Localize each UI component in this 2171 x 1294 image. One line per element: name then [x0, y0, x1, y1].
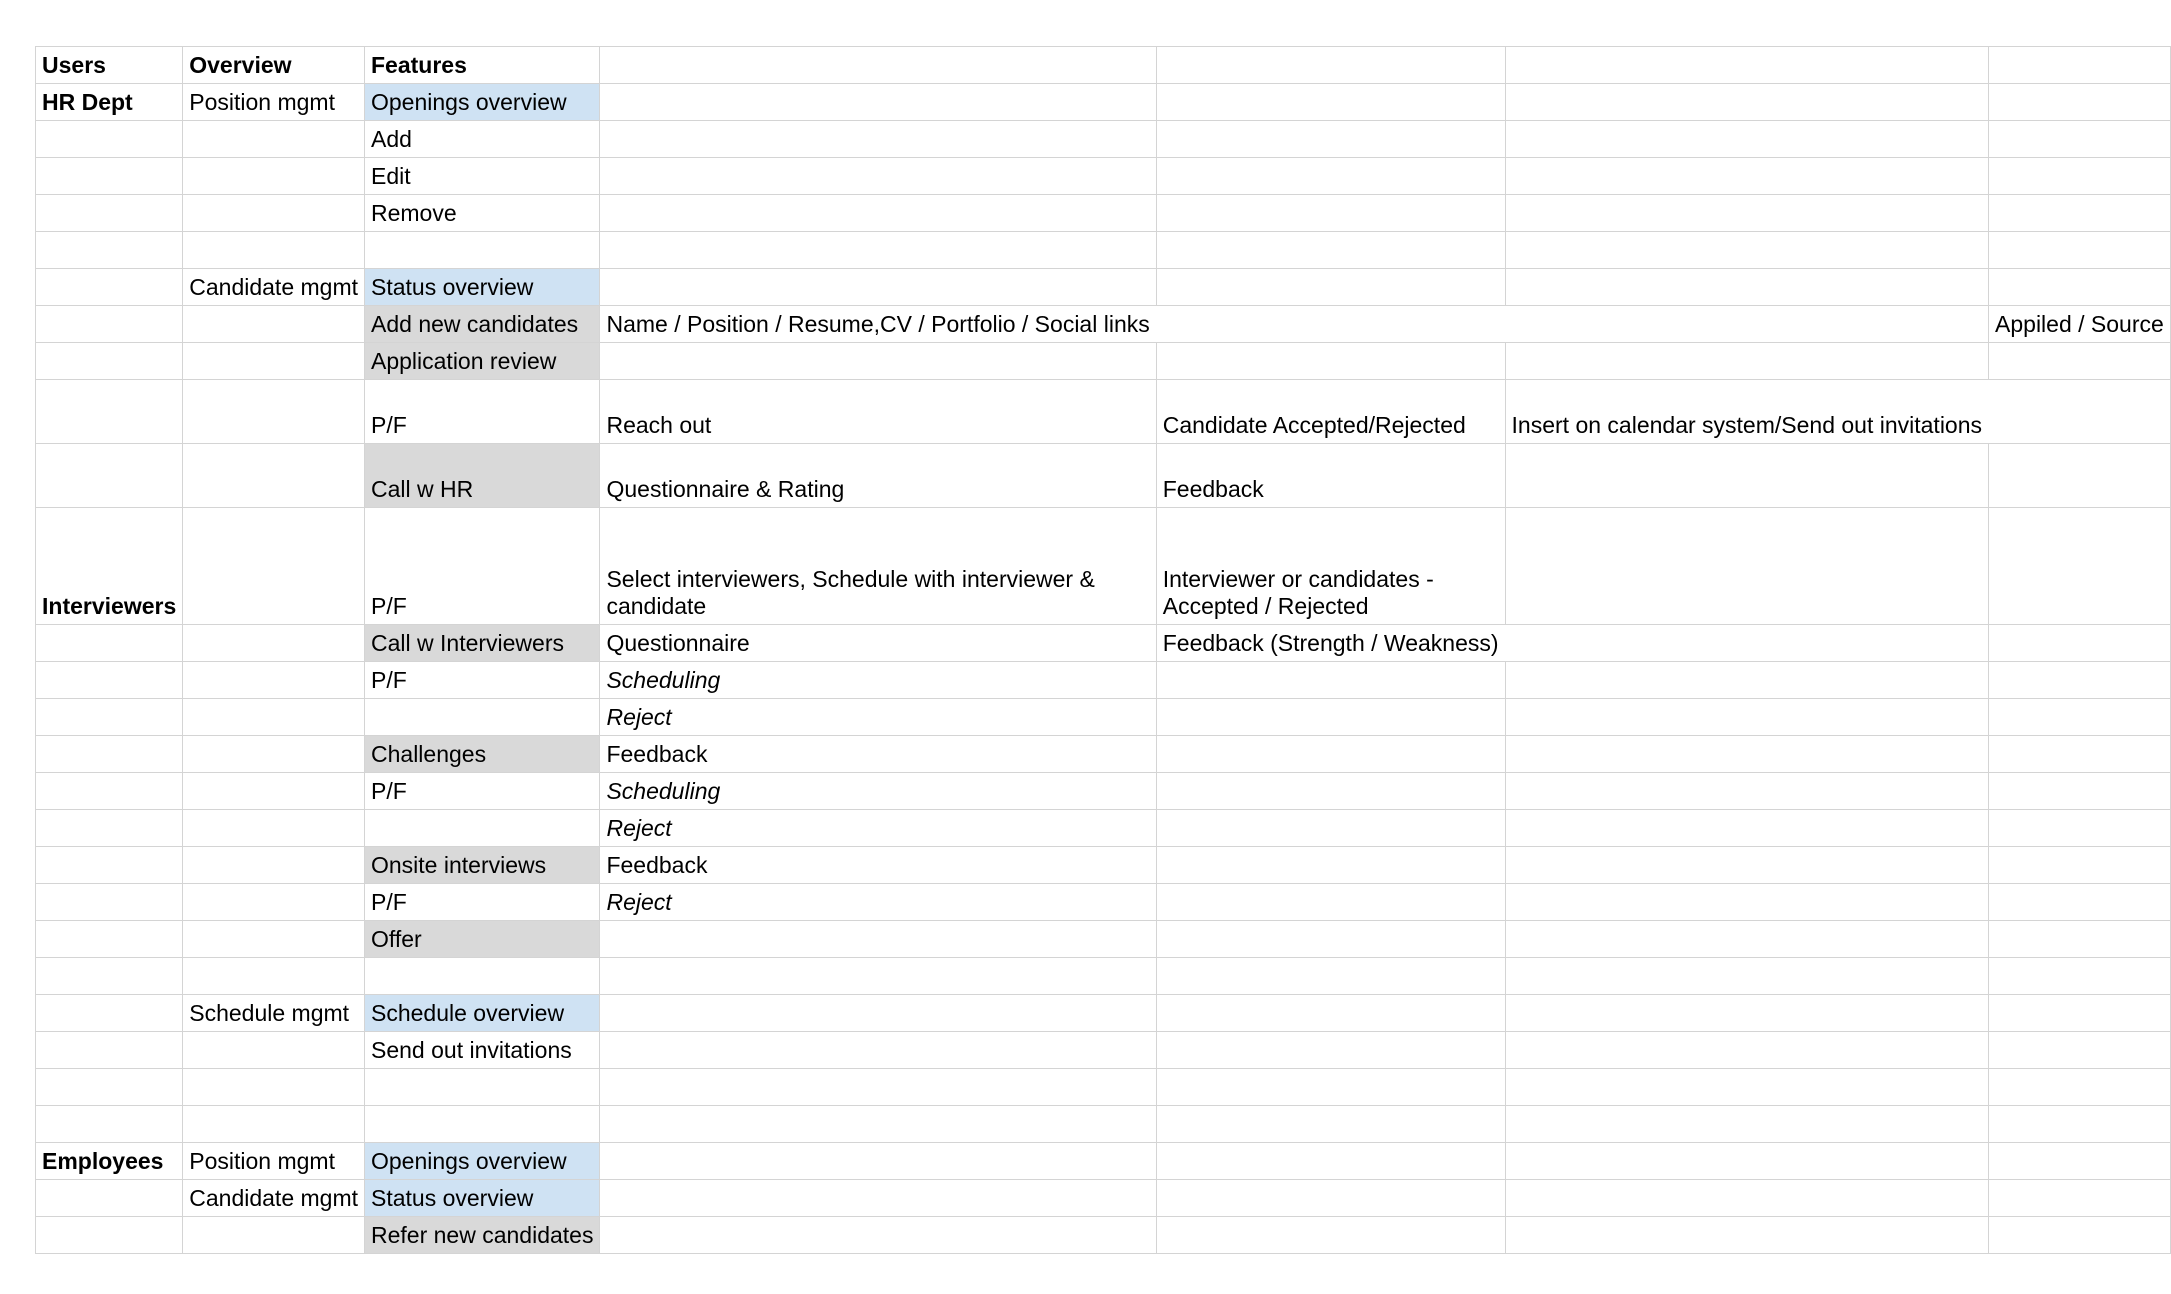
table-row [36, 47, 2171, 84]
cell-r21-c6[interactable] [1505, 921, 1988, 958]
cell-r10-c1[interactable] [36, 380, 183, 444]
table-row [36, 195, 2171, 232]
cell-r3-c6[interactable] [1505, 121, 1988, 158]
cell-r3-c5[interactable] [1156, 121, 1505, 158]
cell-r22-c1[interactable] [36, 958, 183, 995]
cell-r7-c5[interactable] [1156, 269, 1505, 306]
cell-r8-c1[interactable] [36, 306, 183, 343]
cell-r2-c5[interactable] [1156, 84, 1505, 121]
cell-r1-c7[interactable] [1989, 47, 2171, 84]
cell-r19-c5[interactable] [1156, 847, 1505, 884]
cell-r14-c1[interactable] [36, 662, 183, 699]
cell-r3-c2[interactable] [183, 121, 365, 158]
cell-r16-c1[interactable] [36, 736, 183, 773]
cell-r16-c2[interactable] [183, 736, 365, 773]
cell-r10-c6[interactable]: Insert on calendar system/Send out invitations [1505, 380, 1988, 444]
cell-r8-c7[interactable]: Appiled / Source [1989, 306, 2171, 343]
cell-r25-c3[interactable] [365, 1069, 600, 1106]
cell-r13-c3[interactable]: Call w Interviewers [365, 625, 600, 662]
cell-r14-c6[interactable] [1505, 662, 1988, 699]
table-row [36, 1217, 2171, 1254]
cell-r20-c2[interactable] [183, 884, 365, 921]
table-row [36, 736, 2171, 773]
cell-r3-c4[interactable] [600, 121, 1156, 158]
table-row [36, 847, 2171, 884]
cell-r13-c1[interactable] [36, 625, 183, 662]
cell-r4-c1[interactable] [36, 158, 183, 195]
cell-r6-c7[interactable] [1989, 232, 2171, 269]
cell-r18-c2[interactable] [183, 810, 365, 847]
cell-r1-c6[interactable] [1505, 47, 1988, 84]
cell-r5-c2[interactable] [183, 195, 365, 232]
cell-r26-c3[interactable] [365, 1106, 600, 1143]
cell-r11-c2[interactable] [183, 444, 365, 508]
cell-r7-c6[interactable] [1505, 269, 1988, 306]
cell-r23-c6[interactable] [1505, 995, 1988, 1032]
cell-r28-c6[interactable] [1505, 1180, 1988, 1217]
cell-r13-c2[interactable] [183, 625, 365, 662]
table-row [36, 508, 2171, 625]
table-row [36, 444, 2171, 508]
cell-r24-c6[interactable] [1505, 1032, 1988, 1069]
cell-r1-c1[interactable]: Users [36, 47, 183, 84]
table-row [36, 699, 2171, 736]
cell-r5-c5[interactable] [1156, 195, 1505, 232]
cell-r23-c2[interactable]: Schedule mgmt [183, 995, 365, 1032]
cell-r7-c3[interactable]: Status overview [365, 269, 600, 306]
cell-r19-c4[interactable]: Feedback [600, 847, 1156, 884]
cell-r19-c1[interactable] [36, 847, 183, 884]
cell-r21-c1[interactable] [36, 921, 183, 958]
cell-r2-c4[interactable] [600, 84, 1156, 121]
cell-r1-c5[interactable] [1156, 47, 1505, 84]
cell-r22-c4[interactable] [600, 958, 1156, 995]
cell-r3-c7[interactable] [1989, 121, 2171, 158]
cell-r13-c6[interactable] [1505, 625, 1988, 662]
cell-r8-c5[interactable] [1156, 306, 1505, 343]
cell-r14-c4[interactable]: Scheduling [600, 662, 1156, 699]
table-row [36, 158, 2171, 195]
cell-r20-c4[interactable]: Reject [600, 884, 1156, 921]
cell-r11-c6[interactable] [1505, 444, 1988, 508]
cell-r6-c3[interactable] [365, 232, 600, 269]
cell-r5-c1[interactable] [36, 195, 183, 232]
cell-r17-c3[interactable]: P/F [365, 773, 600, 810]
cell-r8-c4[interactable]: Name / Position / Resume,CV / Portfolio / Social links [600, 306, 1156, 343]
cell-r11-c4[interactable]: Questionnaire & Rating [600, 444, 1156, 508]
cell-r21-c5[interactable] [1156, 921, 1505, 958]
table-row [36, 662, 2171, 699]
table-row [36, 1069, 2171, 1106]
cell-r5-c3[interactable]: Remove [365, 195, 600, 232]
cell-r17-c2[interactable] [183, 773, 365, 810]
cell-r5-c6[interactable] [1505, 195, 1988, 232]
cell-r25-c4[interactable] [600, 1069, 1156, 1106]
cell-r9-c5[interactable] [1156, 343, 1505, 380]
cell-r2-c2[interactable]: Position mgmt [183, 84, 365, 121]
cell-r24-c2[interactable] [183, 1032, 365, 1069]
cell-r7-c7[interactable] [1989, 269, 2171, 306]
cell-r12-c2[interactable] [183, 508, 365, 625]
cell-r5-c7[interactable] [1989, 195, 2171, 232]
cell-r8-c3[interactable]: Add new candidates [365, 306, 600, 343]
cell-r26-c2[interactable] [183, 1106, 365, 1143]
cell-r1-c2[interactable]: Overview [183, 47, 365, 84]
cell-r11-c5[interactable]: Feedback [1156, 444, 1505, 508]
cell-r23-c7[interactable] [1989, 995, 2171, 1032]
cell-r29-c1[interactable] [36, 1217, 183, 1254]
cell-r19-c6[interactable] [1505, 847, 1988, 884]
cell-r16-c4[interactable]: Feedback [600, 736, 1156, 773]
cell-r16-c3[interactable]: Challenges [365, 736, 600, 773]
table-row [36, 269, 2171, 306]
cell-r14-c2[interactable] [183, 662, 365, 699]
cell-r29-c4[interactable] [600, 1217, 1156, 1254]
cell-r2-c6[interactable] [1505, 84, 1988, 121]
cell-r25-c6[interactable] [1505, 1069, 1988, 1106]
cell-r16-c5[interactable] [1156, 736, 1505, 773]
cell-r4-c4[interactable] [600, 158, 1156, 195]
cell-r17-c5[interactable] [1156, 773, 1505, 810]
cell-r20-c6[interactable] [1505, 884, 1988, 921]
cell-r6-c1[interactable] [36, 232, 183, 269]
cell-r24-c5[interactable] [1156, 1032, 1505, 1069]
cell-r26-c5[interactable] [1156, 1106, 1505, 1143]
cell-r18-c4[interactable]: Reject [600, 810, 1156, 847]
cell-r14-c7[interactable] [1989, 662, 2171, 699]
table-row [36, 380, 2171, 444]
cell-r4-c3[interactable]: Edit [365, 158, 600, 195]
cell-r19-c3[interactable]: Onsite interviews [365, 847, 600, 884]
cell-r24-c1[interactable] [36, 1032, 183, 1069]
cell-r6-c4[interactable] [600, 232, 1156, 269]
table-row [36, 306, 2171, 343]
cell-r13-c7[interactable] [1989, 625, 2171, 662]
cell-r12-c1[interactable]: Interviewers [36, 508, 183, 625]
cell-r2-c3[interactable]: Openings overview [365, 84, 600, 121]
cell-r24-c3[interactable]: Send out invitations [365, 1032, 600, 1069]
cell-r21-c2[interactable] [183, 921, 365, 958]
cell-r15-c2[interactable] [183, 699, 365, 736]
cell-r26-c4[interactable] [600, 1106, 1156, 1143]
cell-r23-c4[interactable] [600, 995, 1156, 1032]
cell-r9-c7[interactable] [1989, 343, 2171, 380]
cell-r27-c2[interactable]: Position mgmt [183, 1143, 365, 1180]
cell-r15-c7[interactable] [1989, 699, 2171, 736]
cell-r4-c7[interactable] [1989, 158, 2171, 195]
cell-r10-c4[interactable]: Reach out [600, 380, 1156, 444]
table-row [36, 773, 2171, 810]
cell-r23-c5[interactable] [1156, 995, 1505, 1032]
spreadsheet-grid [35, 46, 2171, 1254]
cell-r26-c7[interactable] [1989, 1106, 2171, 1143]
table-row [36, 921, 2171, 958]
cell-r4-c6[interactable] [1505, 158, 1988, 195]
cell-r9-c4[interactable] [600, 343, 1156, 380]
cell-r15-c3[interactable] [365, 699, 600, 736]
cell-r22-c7[interactable] [1989, 958, 2171, 995]
cell-r10-c5[interactable]: Candidate Accepted/Rejected [1156, 380, 1505, 444]
cell-r11-c7[interactable] [1989, 444, 2171, 508]
cell-r10-c7[interactable] [1989, 380, 2171, 444]
cell-r22-c2[interactable] [183, 958, 365, 995]
cell-r29-c3[interactable]: Refer new candidates [365, 1217, 600, 1254]
cell-r28-c7[interactable] [1989, 1180, 2171, 1217]
cell-r10-c2[interactable] [183, 380, 365, 444]
cell-r17-c1[interactable] [36, 773, 183, 810]
cell-r12-c3[interactable]: P/F [365, 508, 600, 625]
cell-r20-c3[interactable]: P/F [365, 884, 600, 921]
cell-r17-c4[interactable]: Scheduling [600, 773, 1156, 810]
cell-r9-c1[interactable] [36, 343, 183, 380]
cell-r18-c3[interactable] [365, 810, 600, 847]
cell-r15-c5[interactable] [1156, 699, 1505, 736]
cell-r10-c3[interactable]: P/F [365, 380, 600, 444]
cell-r28-c2[interactable]: Candidate mgmt [183, 1180, 365, 1217]
cell-r27-c4[interactable] [600, 1143, 1156, 1180]
cell-r3-c1[interactable] [36, 121, 183, 158]
cell-r3-c3[interactable]: Add [365, 121, 600, 158]
cell-r16-c6[interactable] [1505, 736, 1988, 773]
cell-r20-c7[interactable] [1989, 884, 2171, 921]
cell-r19-c2[interactable] [183, 847, 365, 884]
table-row [36, 1032, 2171, 1069]
cell-r29-c6[interactable] [1505, 1217, 1988, 1254]
cell-r11-c3[interactable]: Call w HR [365, 444, 600, 508]
cell-r1-c4[interactable] [600, 47, 1156, 84]
cell-r7-c4[interactable] [600, 269, 1156, 306]
cell-r25-c5[interactable] [1156, 1069, 1505, 1106]
cell-r29-c7[interactable] [1989, 1217, 2171, 1254]
cell-r28-c1[interactable] [36, 1180, 183, 1217]
cell-r27-c7[interactable] [1989, 1143, 2171, 1180]
table-row [36, 1106, 2171, 1143]
cell-r12-c7[interactable] [1989, 508, 2171, 625]
cell-r25-c1[interactable] [36, 1069, 183, 1106]
table-row [36, 958, 2171, 995]
cell-r27-c6[interactable] [1505, 1143, 1988, 1180]
cell-r28-c5[interactable] [1156, 1180, 1505, 1217]
cell-r15-c4[interactable]: Reject [600, 699, 1156, 736]
cell-r7-c2[interactable]: Candidate mgmt [183, 269, 365, 306]
cell-r2-c1[interactable]: HR Dept [36, 84, 183, 121]
cell-r12-c6[interactable] [1505, 508, 1988, 625]
table-row [36, 625, 2171, 662]
cell-r18-c5[interactable] [1156, 810, 1505, 847]
cell-r7-c1[interactable] [36, 269, 183, 306]
cell-r6-c5[interactable] [1156, 232, 1505, 269]
cell-r1-c3[interactable]: Features [365, 47, 600, 84]
table-row [36, 995, 2171, 1032]
cell-r12-c4[interactable]: Select interviewers, Schedule with interviewer & candidate [600, 508, 1156, 625]
cell-r25-c2[interactable] [183, 1069, 365, 1106]
cell-r4-c2[interactable] [183, 158, 365, 195]
cell-r13-c5[interactable]: Feedback (Strength / Weakness) [1156, 625, 1505, 662]
cell-r29-c2[interactable] [183, 1217, 365, 1254]
cell-r11-c1[interactable] [36, 444, 183, 508]
cell-r14-c5[interactable] [1156, 662, 1505, 699]
cell-r20-c1[interactable] [36, 884, 183, 921]
cell-r28-c4[interactable] [600, 1180, 1156, 1217]
cell-r14-c3[interactable]: P/F [365, 662, 600, 699]
cell-r27-c5[interactable] [1156, 1143, 1505, 1180]
cell-r24-c7[interactable] [1989, 1032, 2171, 1069]
cell-r27-c3[interactable]: Openings overview [365, 1143, 600, 1180]
cell-r9-c2[interactable] [183, 343, 365, 380]
cell-r15-c1[interactable] [36, 699, 183, 736]
cell-r22-c6[interactable] [1505, 958, 1988, 995]
cell-r13-c4[interactable]: Questionnaire [600, 625, 1156, 662]
table-row [36, 232, 2171, 269]
table-row [36, 884, 2171, 921]
cell-r27-c1[interactable]: Employees [36, 1143, 183, 1180]
table-row [36, 810, 2171, 847]
cell-r15-c6[interactable] [1505, 699, 1988, 736]
cell-r9-c6[interactable] [1505, 343, 1988, 380]
cell-r21-c7[interactable] [1989, 921, 2171, 958]
table-row [36, 121, 2171, 158]
cell-r23-c1[interactable] [36, 995, 183, 1032]
cell-r6-c6[interactable] [1505, 232, 1988, 269]
table-row [36, 84, 2171, 121]
table-row [36, 1180, 2171, 1217]
cell-r24-c4[interactable] [600, 1032, 1156, 1069]
cell-r9-c3[interactable]: Application review [365, 343, 600, 380]
cell-r17-c7[interactable] [1989, 773, 2171, 810]
cell-r19-c7[interactable] [1989, 847, 2171, 884]
cell-r17-c6[interactable] [1505, 773, 1988, 810]
cell-r20-c5[interactable] [1156, 884, 1505, 921]
cell-r6-c2[interactable] [183, 232, 365, 269]
cell-r22-c3[interactable] [365, 958, 600, 995]
cell-r29-c5[interactable] [1156, 1217, 1505, 1254]
table-row [36, 343, 2171, 380]
cell-r12-c5[interactable]: Interviewer or candidates - Accepted / Rejected [1156, 508, 1505, 625]
cell-r23-c3[interactable]: Schedule overview [365, 995, 600, 1032]
cell-r26-c6[interactable] [1505, 1106, 1988, 1143]
cell-r26-c1[interactable] [36, 1106, 183, 1143]
cell-r16-c7[interactable] [1989, 736, 2171, 773]
cell-r2-c7[interactable] [1989, 84, 2171, 121]
cell-r28-c3[interactable]: Status overview [365, 1180, 600, 1217]
cell-r21-c4[interactable] [600, 921, 1156, 958]
cell-r18-c7[interactable] [1989, 810, 2171, 847]
table-row [36, 1143, 2171, 1180]
spreadsheet-body [36, 47, 2171, 1254]
cell-r25-c7[interactable] [1989, 1069, 2171, 1106]
cell-r21-c3[interactable]: Offer [365, 921, 600, 958]
cell-r5-c4[interactable] [600, 195, 1156, 232]
cell-r22-c5[interactable] [1156, 958, 1505, 995]
cell-r18-c6[interactable] [1505, 810, 1988, 847]
cell-r8-c2[interactable] [183, 306, 365, 343]
cell-r4-c5[interactable] [1156, 158, 1505, 195]
cell-r18-c1[interactable] [36, 810, 183, 847]
cell-r8-c6[interactable] [1505, 306, 1988, 343]
